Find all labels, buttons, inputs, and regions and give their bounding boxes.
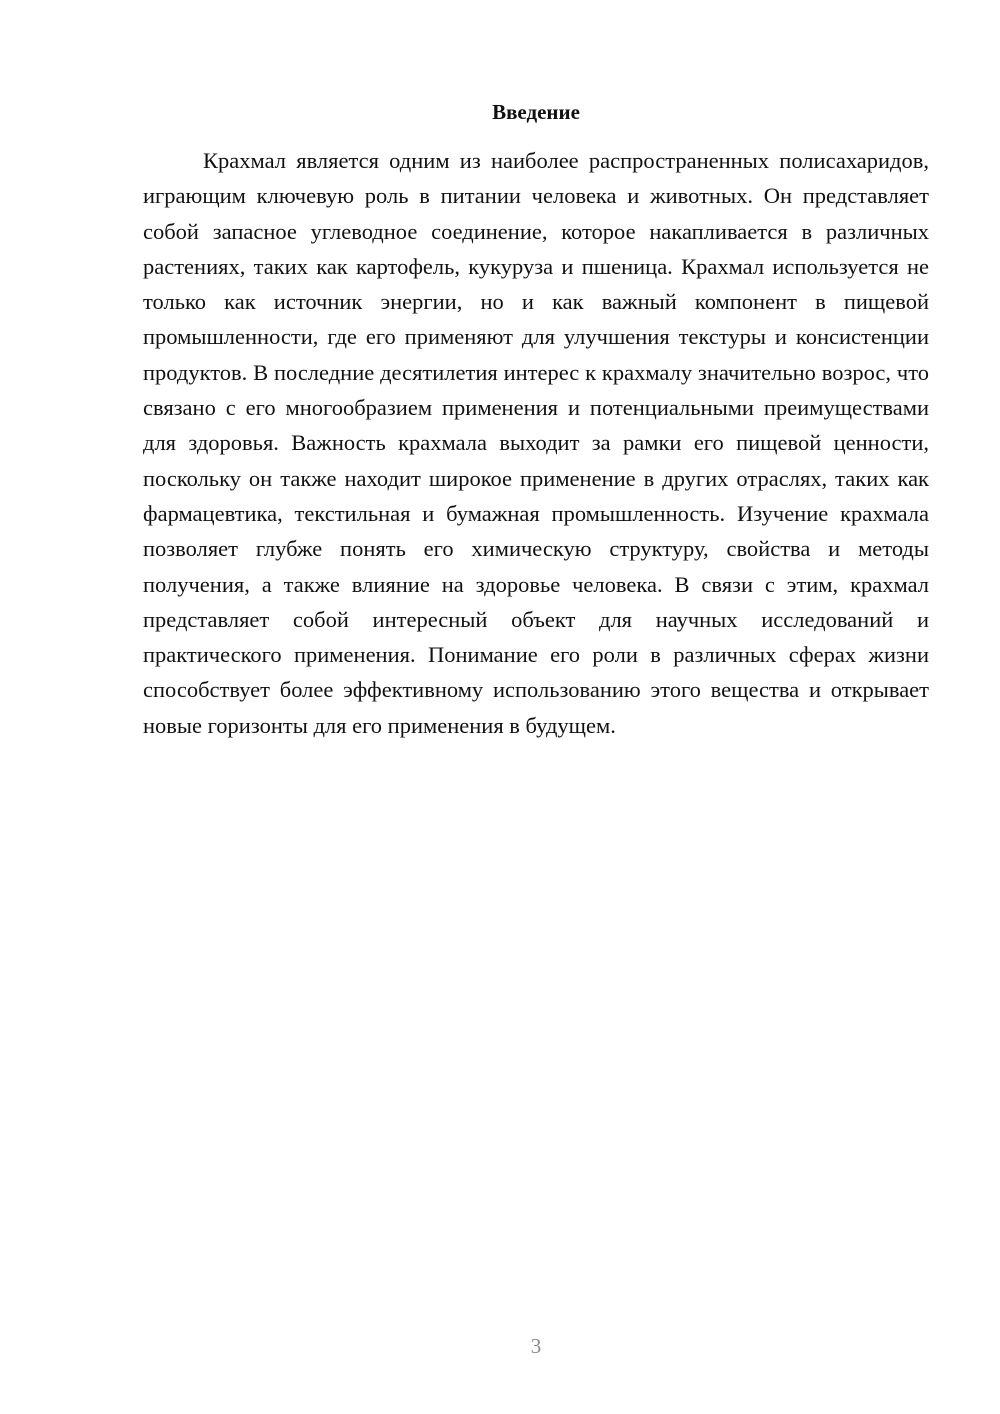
- body-paragraph: Крахмал является одним из наиболее распространенных полисахаридов, играющим ключевую роль в питании человека и животных. Он представляет собой запасное углеводное соединение, которое накапливается в различных растениях, таких как картофель, кукуруза и пшеница. Крахмал используется не только как источник энергии, но и как важный компонент в пищевой промышленности, где его применяют для улучшения текстуры и консистенции продуктов. В последние десятилетия интерес к крахмалу значительно возрос, что связано с его многообразием применения и потенциальными преимуществами для здоровья. Важность крахмала выходит за рамки его пищевой ценности, поскольку он также находит широкое применение в других отраслях, таких как фармацевтика, текстильная и бумажная промышленность. Изучение крахмала позволяет глубже понять его химическую структуру, свойства и методы получения, а также влияние на здоровье человека. В связи с этим, крахмал представляет собой интересный объект для научных исследований и практического применения. Понимание его роли в различных сферах жизни способствует более эффективному использованию этого вещества и открывает новые горизонты для его применения в будущем.: [143, 148, 929, 738]
- page-number: 3: [530, 1334, 542, 1358]
- section-heading: Введение: [492, 100, 580, 124]
